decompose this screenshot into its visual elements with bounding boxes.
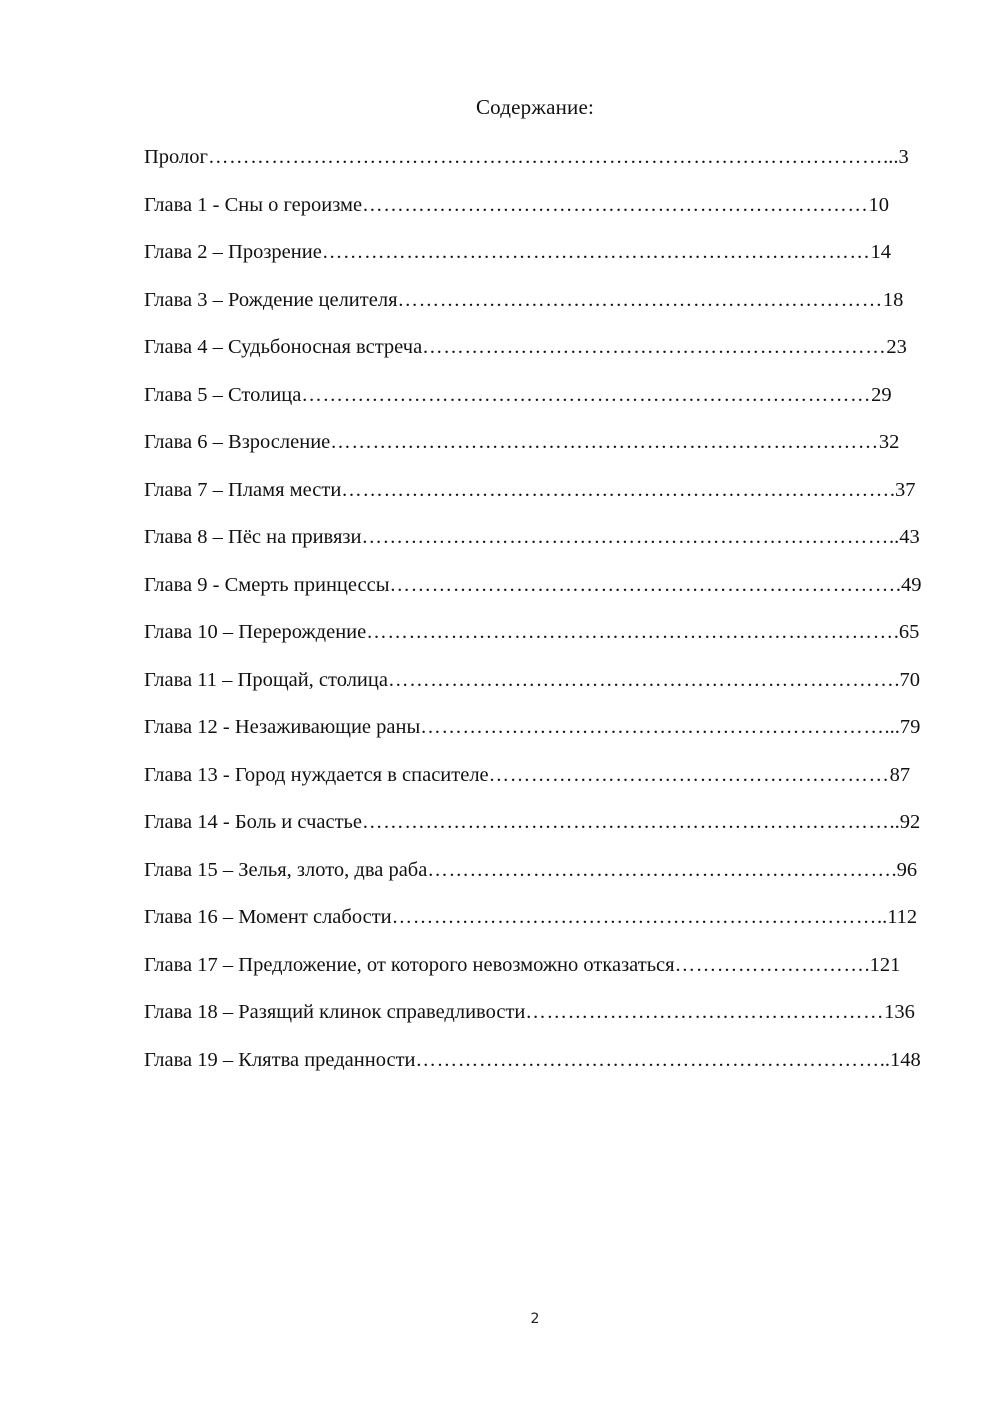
dot-leader: ………………………………………………………………… xyxy=(362,811,890,833)
toc-entry-page: ..43 xyxy=(888,526,920,548)
dot-leader: …………………………………………………………… xyxy=(397,288,883,311)
toc-entry-page: .121 xyxy=(864,953,901,976)
dot-leader: ………………………………………………………… xyxy=(420,716,885,738)
toc-entry-line xyxy=(144,761,918,789)
toc-entry xyxy=(144,808,934,856)
toc-entry xyxy=(144,903,934,951)
toc-entry-label: Глава 6 – Взросление xyxy=(144,431,331,453)
toc-entry-line xyxy=(144,333,912,361)
toc-entry-page: 87 xyxy=(889,763,911,786)
toc-entry-label: Глава 13 - Город нуждается в спасителе xyxy=(144,763,489,786)
toc-entry-line xyxy=(144,238,912,266)
toc-entry-page: 29 xyxy=(871,383,892,406)
toc-entry-line xyxy=(144,1046,926,1074)
toc-entry-line xyxy=(144,143,924,171)
toc-title: Содержание: xyxy=(475,95,595,119)
toc-entry-page: ...3 xyxy=(883,146,909,168)
toc-entry-label: Глава 9 - Смерть принцессы xyxy=(144,573,390,596)
toc-entry-page: ..92 xyxy=(889,811,921,833)
toc-entry xyxy=(144,428,934,476)
toc-entry-label: Глава 19 – Клятва преданности xyxy=(144,1048,416,1071)
toc-entry-line xyxy=(144,856,926,884)
toc-entry-label: Глава 7 – Пламя мести xyxy=(144,478,342,501)
toc-entry-page: 10 xyxy=(868,193,890,216)
toc-entry-label: Глава 1 - Сны о героизме xyxy=(144,193,363,216)
toc-entry-page: 136 xyxy=(884,1001,915,1023)
dot-leader: ……………………………………………………………………… xyxy=(301,383,872,406)
toc-entry xyxy=(144,191,934,239)
toc-entry-page: 18 xyxy=(882,288,904,311)
toc-entry-line xyxy=(144,523,924,551)
toc-entry-page: .65 xyxy=(893,621,920,643)
toc-entry xyxy=(144,618,934,666)
dot-leader: …………………………………………… xyxy=(525,1001,885,1023)
toc-entry-line xyxy=(144,191,912,219)
toc-entry xyxy=(144,333,934,381)
toc-entry xyxy=(144,286,934,334)
toc-entry-label: Глава 16 – Момент слабости xyxy=(144,906,392,928)
toc-entry-page: .37 xyxy=(889,478,916,501)
toc-entry-label: Глава 3 – Рождение целителя xyxy=(144,288,398,311)
table-of-contents xyxy=(144,143,934,1093)
toc-entry-page: .49 xyxy=(895,573,922,596)
toc-entry xyxy=(144,856,934,904)
dot-leader: ……………………………………………………………… xyxy=(387,668,895,691)
toc-entry-line xyxy=(144,951,918,979)
dot-leader: ………………………………………………………………… xyxy=(366,621,894,643)
toc-entry-page: ..112 xyxy=(876,906,918,928)
toc-entry-label: Глава 8 – Пёс на привязи xyxy=(144,526,362,548)
dot-leader: …………………………………………………………… xyxy=(391,906,877,928)
toc-entry-line xyxy=(144,998,922,1026)
dot-leader: ……………………………………………………………… xyxy=(362,193,869,216)
toc-entry-line xyxy=(144,286,906,314)
dot-leader: ………………………………………………………… xyxy=(422,336,887,358)
toc-entry-page: 23 xyxy=(886,336,907,358)
toc-entry xyxy=(144,951,934,999)
toc-entry-label: Глава 10 – Перерождение xyxy=(144,621,367,643)
dot-leader: ………………………………………………… xyxy=(488,763,890,786)
dot-leader: ………………………………………………………… xyxy=(415,1048,880,1071)
dot-leader: …………………………………………………………………… xyxy=(321,241,871,263)
toc-entry-page: 14 xyxy=(870,241,891,263)
toc-entry-page: .96 xyxy=(891,858,918,881)
toc-entry-label: Глава 5 – Столица xyxy=(144,383,302,406)
toc-entry-page: ..148 xyxy=(879,1048,921,1071)
toc-entry-line xyxy=(144,903,924,931)
toc-entry-label: Глава 14 - Боль и счастье xyxy=(144,811,363,833)
toc-entry-line xyxy=(144,713,926,741)
toc-entry xyxy=(144,143,934,191)
toc-entry-label: Глава 2 – Прозрение xyxy=(144,241,322,263)
toc-entry-line xyxy=(144,571,926,599)
toc-entry-label: Пролог xyxy=(144,146,208,168)
dot-leader: ……………………………………………………………… xyxy=(389,573,896,596)
toc-entry-line xyxy=(144,476,918,504)
toc-entry-line xyxy=(144,428,922,456)
toc-entry-label: Глава 11 – Прощай, столица xyxy=(144,668,388,691)
dot-leader: …………………………………………………………………………………… xyxy=(207,146,884,168)
dot-leader: …………………………………………………………………… xyxy=(330,431,879,453)
toc-entry-label: Глава 17 – Предложение, от которого невозможно отказаться xyxy=(144,953,675,976)
page-number: 2 xyxy=(530,1311,540,1327)
toc-entry-line xyxy=(144,381,914,409)
toc-entry xyxy=(144,476,934,524)
toc-entry-label: Глава 18 – Разящий клинок справедливости xyxy=(144,1001,526,1023)
toc-entry xyxy=(144,238,934,286)
toc-entry xyxy=(144,666,934,714)
toc-entry-line xyxy=(144,618,926,646)
toc-entry xyxy=(144,523,934,571)
toc-entry-page: ...79 xyxy=(884,716,921,738)
dot-leader: ………………………………………………………………… xyxy=(361,526,889,548)
dot-leader: …………………………………………………………………… xyxy=(341,478,890,501)
dot-leader: ……………………… xyxy=(674,953,865,976)
toc-entry-page: 32 xyxy=(878,431,900,453)
toc-entry xyxy=(144,713,934,761)
toc-entry xyxy=(144,998,934,1046)
toc-entry-line xyxy=(144,808,926,836)
toc-entry xyxy=(144,1046,934,1094)
toc-entry-page: .70 xyxy=(894,668,920,691)
toc-entry-label: Глава 12 - Незаживающие раны xyxy=(144,716,421,738)
dot-leader: ………………………………………………………… xyxy=(427,858,892,881)
toc-entry xyxy=(144,571,934,619)
toc-entry-label: Глава 15 – Зелья, злото, два раба xyxy=(144,858,428,881)
toc-entry-line xyxy=(144,666,926,694)
toc-entry xyxy=(144,761,934,809)
toc-entry xyxy=(144,381,934,429)
toc-entry-label: Глава 4 – Судьбоносная встреча xyxy=(144,336,423,358)
